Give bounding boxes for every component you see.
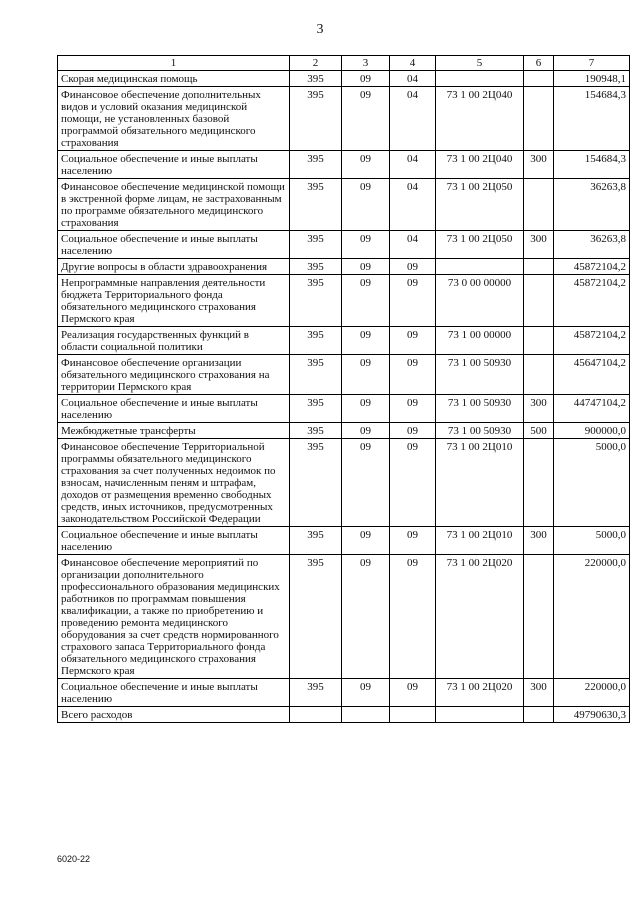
code-cell: 395 [290, 395, 342, 423]
target-article-cell: 73 1 00 2Ц050 [436, 179, 524, 231]
header-cell: 5 [436, 56, 524, 71]
table-row [58, 355, 630, 395]
table-row [58, 527, 630, 555]
section-cell: 09 [342, 71, 390, 87]
amount-cell: 5000,0 [554, 527, 630, 555]
subsection-cell: 09 [390, 423, 436, 439]
table-row [58, 555, 630, 679]
target-article-cell: 73 1 00 2Ц020 [436, 679, 524, 707]
table-row [58, 439, 630, 527]
subsection-cell: 04 [390, 179, 436, 231]
expense-type-cell [524, 707, 554, 723]
page-number: 3 [316, 22, 324, 37]
table-row [58, 151, 630, 179]
item-name-cell: Социальное обеспечение и иные выплаты населению [58, 151, 290, 179]
table-row [58, 707, 630, 723]
subsection-cell: 09 [390, 275, 436, 327]
code-cell: 395 [290, 327, 342, 355]
item-name-cell: Социальное обеспечение и иные выплаты населению [58, 679, 290, 707]
subsection-cell: 09 [390, 439, 436, 527]
target-article-cell: 73 1 00 2Ц050 [436, 231, 524, 259]
amount-cell: 45872104,2 [554, 275, 630, 327]
amount-cell: 45647104,2 [554, 355, 630, 395]
expense-type-cell [524, 355, 554, 395]
section-cell [342, 707, 390, 723]
code-cell [290, 707, 342, 723]
code-cell: 395 [290, 527, 342, 555]
subsection-cell: 04 [390, 151, 436, 179]
target-article-cell: 73 1 00 2Ц040 [436, 151, 524, 179]
code-cell: 395 [290, 679, 342, 707]
item-name-cell: Финансовое обеспечение мероприятий по организации дополнительного профессионального образования медицинских работников по программам повышения квалификации, а также по приобретению и проведению ремонта медицинского оборудования за счет средств нормированного страхового запаса Территориального фонда обязательного медицинского страхования Пермского края [58, 555, 290, 679]
section-cell: 09 [342, 179, 390, 231]
code-cell: 395 [290, 87, 342, 151]
target-article-cell: 73 1 00 00000 [436, 327, 524, 355]
target-article-cell: 73 1 00 2Ц020 [436, 555, 524, 679]
table-row [58, 395, 630, 423]
amount-cell: 154684,3 [554, 87, 630, 151]
section-cell: 09 [342, 87, 390, 151]
expense-type-cell [524, 275, 554, 327]
subsection-cell: 04 [390, 71, 436, 87]
header-cell: 7 [554, 56, 630, 71]
item-name-cell: Финансовое обеспечение дополнительных видов и условий оказания медицинской помощи, не установленных базовой программой обязательного медицинского страхования [58, 87, 290, 151]
item-name-cell: Скорая медицинская помощь [58, 71, 290, 87]
table-row [58, 423, 630, 439]
table-row [58, 275, 630, 327]
subsection-cell: 04 [390, 231, 436, 259]
target-article-cell: 73 1 00 2Ц010 [436, 527, 524, 555]
subsection-cell [390, 707, 436, 723]
code-cell: 395 [290, 423, 342, 439]
amount-cell: 36263,8 [554, 179, 630, 231]
section-cell: 09 [342, 355, 390, 395]
amount-cell: 220000,0 [554, 555, 630, 679]
amount-cell: 49790630,3 [554, 707, 630, 723]
amount-cell: 900000,0 [554, 423, 630, 439]
table-row [58, 179, 630, 231]
code-cell: 395 [290, 231, 342, 259]
code-cell: 395 [290, 151, 342, 179]
header-cell: 6 [524, 56, 554, 71]
target-article-cell: 73 1 00 2Ц010 [436, 439, 524, 527]
header-cell: 4 [390, 56, 436, 71]
code-cell: 395 [290, 275, 342, 327]
section-cell: 09 [342, 231, 390, 259]
item-name-cell: Социальное обеспечение и иные выплаты населению [58, 395, 290, 423]
code-cell: 395 [290, 555, 342, 679]
expense-type-cell [524, 87, 554, 151]
section-cell: 09 [342, 327, 390, 355]
item-name-cell: Социальное обеспечение и иные выплаты населению [58, 527, 290, 555]
target-article-cell: 73 1 00 2Ц040 [436, 87, 524, 151]
section-cell: 09 [342, 275, 390, 327]
section-cell: 09 [342, 423, 390, 439]
budget-expenditure-table [57, 55, 630, 723]
item-name-cell: Другие вопросы в области здравоохранения [58, 259, 290, 275]
section-cell: 09 [342, 527, 390, 555]
item-name-cell: Межбюджетные трансферты [58, 423, 290, 439]
amount-cell: 190948,1 [554, 71, 630, 87]
amount-cell: 45872104,2 [554, 327, 630, 355]
expense-type-cell: 300 [524, 151, 554, 179]
expense-type-cell [524, 327, 554, 355]
target-article-cell: 73 1 00 50930 [436, 355, 524, 395]
target-article-cell [436, 707, 524, 723]
table-row [58, 259, 630, 275]
table-row [58, 87, 630, 151]
target-article-cell [436, 259, 524, 275]
expense-type-cell [524, 259, 554, 275]
section-cell: 09 [342, 151, 390, 179]
code-cell: 395 [290, 355, 342, 395]
target-article-cell: 73 0 00 00000 [436, 275, 524, 327]
table-header-row [58, 56, 630, 71]
subsection-cell: 09 [390, 527, 436, 555]
target-article-cell [436, 71, 524, 87]
item-name-cell: Реализация государственных функций в области социальной политики [58, 327, 290, 355]
expense-type-cell [524, 179, 554, 231]
item-name-cell: Финансовое обеспечение медицинской помощи в экстренной форме лицам, не застрахованным по программе обязательного медицинского страхования [58, 179, 290, 231]
code-cell: 395 [290, 259, 342, 275]
amount-cell: 154684,3 [554, 151, 630, 179]
table-body [58, 71, 630, 723]
amount-cell: 36263,8 [554, 231, 630, 259]
code-cell: 395 [290, 439, 342, 527]
table-row [58, 71, 630, 87]
section-cell: 09 [342, 259, 390, 275]
subsection-cell: 09 [390, 555, 436, 679]
code-cell: 395 [290, 179, 342, 231]
expense-type-cell: 300 [524, 527, 554, 555]
section-cell: 09 [342, 679, 390, 707]
expense-type-cell [524, 71, 554, 87]
section-cell: 09 [342, 555, 390, 679]
amount-cell: 220000,0 [554, 679, 630, 707]
expense-type-cell: 300 [524, 395, 554, 423]
item-name-cell: Непрограммные направления деятельности бюджета Территориального фонда обязательного медицинского страхования Пермского края [58, 275, 290, 327]
expense-type-cell [524, 439, 554, 527]
amount-cell: 5000,0 [554, 439, 630, 527]
expense-type-cell: 500 [524, 423, 554, 439]
expense-type-cell: 300 [524, 679, 554, 707]
item-name-cell: Финансовое обеспечение Территориальной программы обязательного медицинского страхования за счет полученных недоимок по взносам, начисленным пеням и штрафам, доходов от размещения временно свободных средств, иных источников, предусмотренных законодательством Российской Федерации [58, 439, 290, 527]
section-cell: 09 [342, 395, 390, 423]
subsection-cell: 09 [390, 395, 436, 423]
subsection-cell: 09 [390, 679, 436, 707]
item-name-cell: Финансовое обеспечение организации обязательного медицинского страхования на территории Пермского края [58, 355, 290, 395]
header-cell: 3 [342, 56, 390, 71]
subsection-cell: 09 [390, 259, 436, 275]
document-code: 6020-22 [57, 854, 91, 864]
code-cell: 395 [290, 71, 342, 87]
item-name-cell: Всего расходов [58, 707, 290, 723]
subsection-cell: 04 [390, 87, 436, 151]
header-cell: 1 [58, 56, 290, 71]
subsection-cell: 09 [390, 327, 436, 355]
target-article-cell: 73 1 00 50930 [436, 423, 524, 439]
subsection-cell: 09 [390, 355, 436, 395]
table-row [58, 327, 630, 355]
header-cell: 2 [290, 56, 342, 71]
item-name-cell: Социальное обеспечение и иные выплаты населению [58, 231, 290, 259]
expense-type-cell [524, 555, 554, 679]
expense-type-cell: 300 [524, 231, 554, 259]
table-row [58, 679, 630, 707]
amount-cell: 45872104,2 [554, 259, 630, 275]
amount-cell: 44747104,2 [554, 395, 630, 423]
table-row [58, 231, 630, 259]
target-article-cell: 73 1 00 50930 [436, 395, 524, 423]
section-cell: 09 [342, 439, 390, 527]
